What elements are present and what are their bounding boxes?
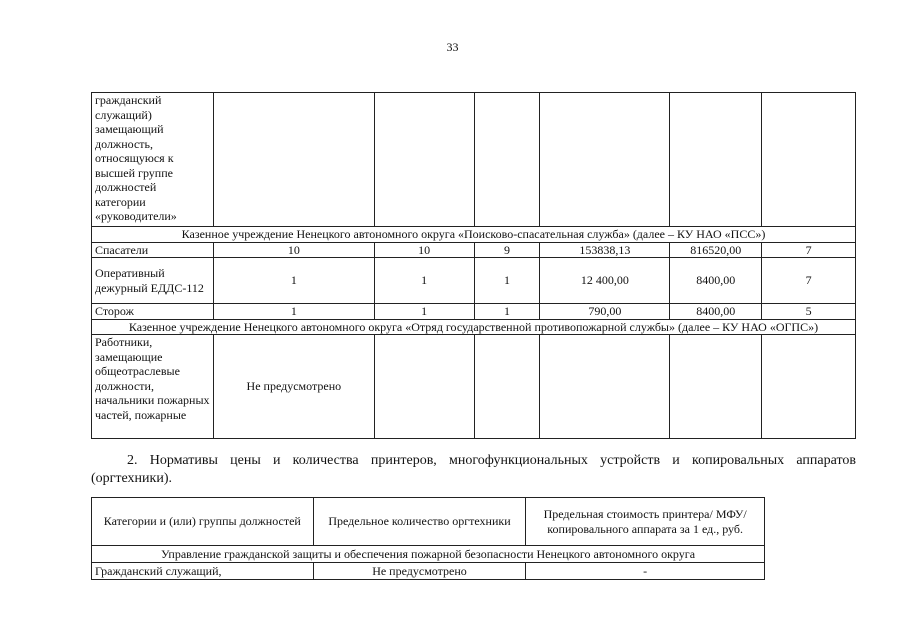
position-cell: Спасатели bbox=[92, 242, 214, 258]
value-cell: 790,00 bbox=[540, 304, 670, 320]
position-cell: гражданский служащий) замещающий должность, относящуюся к высшей группе должностей категории «руководители» bbox=[92, 93, 214, 227]
value-cell: 10 bbox=[374, 242, 474, 258]
value-cell: 8400,00 bbox=[670, 304, 762, 320]
value-cell: 153838,13 bbox=[540, 242, 670, 258]
paragraph-line: (оргтехники). bbox=[91, 471, 172, 486]
empty-cell bbox=[374, 335, 474, 439]
value-cell: 12 400,00 bbox=[540, 258, 670, 304]
position-cell: Оперативный дежурный ЕДДС-112 bbox=[92, 258, 214, 304]
section-title-ogps: Казенное учреждение Ненецкого автономного округа «Отряд государственной противопожарной службы» (далее – КУ НАО «ОГПС») bbox=[92, 319, 856, 335]
empty-cell bbox=[374, 93, 474, 227]
value-cell: 8400,00 bbox=[670, 258, 762, 304]
header-quantity: Предельное количество оргтехники bbox=[313, 498, 526, 546]
position-cell: Сторож bbox=[92, 304, 214, 320]
empty-cell bbox=[213, 93, 374, 227]
header-row bbox=[92, 498, 765, 546]
empty-cell bbox=[540, 93, 670, 227]
office-equipment-table bbox=[91, 497, 765, 580]
empty-cell bbox=[540, 335, 670, 439]
staff-norms-table bbox=[91, 92, 856, 439]
section-title: Управление гражданской защиты и обеспечения пожарной безопасности Ненецкого автономного округа bbox=[92, 546, 765, 563]
value-cell: 5 bbox=[762, 304, 856, 320]
paragraph-line: 2. Нормативы цены и количества принтеров, многофункциональных устройств и копировальных аппаратов bbox=[127, 453, 856, 468]
value-cell: 7 bbox=[762, 258, 856, 304]
value-cell: 1 bbox=[213, 258, 374, 304]
empty-cell bbox=[474, 335, 540, 439]
table-row bbox=[92, 258, 856, 304]
value-cell: 1 bbox=[374, 258, 474, 304]
section-title-pss: Казенное учреждение Ненецкого автономного округа «Поисково-спасательная служба» (далее – КУ НАО «ПСС») bbox=[92, 227, 856, 243]
page-number: 33 bbox=[446, 40, 459, 54]
position-cell: Работники, замещающие общеотраслевые должности, начальники пожарных частей, пожарные bbox=[92, 335, 214, 439]
table-row bbox=[92, 335, 856, 439]
value-cell: 816520,00 bbox=[670, 242, 762, 258]
empty-cell bbox=[670, 93, 762, 227]
section-row bbox=[92, 227, 856, 243]
position-cell: Гражданский служащий, bbox=[92, 563, 314, 580]
header-positions: Категории и (или) группы должностей bbox=[92, 498, 314, 546]
empty-cell bbox=[762, 93, 856, 227]
value-cell: 1 bbox=[474, 258, 540, 304]
section-row bbox=[92, 546, 765, 563]
empty-cell bbox=[474, 93, 540, 227]
empty-cell bbox=[762, 335, 856, 439]
table-row bbox=[92, 304, 856, 320]
value-cell: 9 bbox=[474, 242, 540, 258]
table-row bbox=[92, 242, 856, 258]
value-cell: 7 bbox=[762, 242, 856, 258]
table-row bbox=[92, 93, 856, 227]
empty-cell bbox=[670, 335, 762, 439]
value-cell: 1 bbox=[213, 304, 374, 320]
value-cell: 1 bbox=[374, 304, 474, 320]
value-cell: 10 bbox=[213, 242, 374, 258]
value-cell: Не предусмотрено bbox=[313, 563, 526, 580]
section-2-paragraph bbox=[91, 452, 856, 488]
value-cell: 1 bbox=[474, 304, 540, 320]
section-row bbox=[92, 319, 856, 335]
value-cell: - bbox=[526, 563, 765, 580]
not-provided-cell: Не предусмотрено bbox=[213, 335, 374, 439]
header-price: Предельная стоимость принтера/ МФУ/копировального аппарата за 1 ед., руб. bbox=[526, 498, 765, 546]
table-row bbox=[92, 563, 765, 580]
